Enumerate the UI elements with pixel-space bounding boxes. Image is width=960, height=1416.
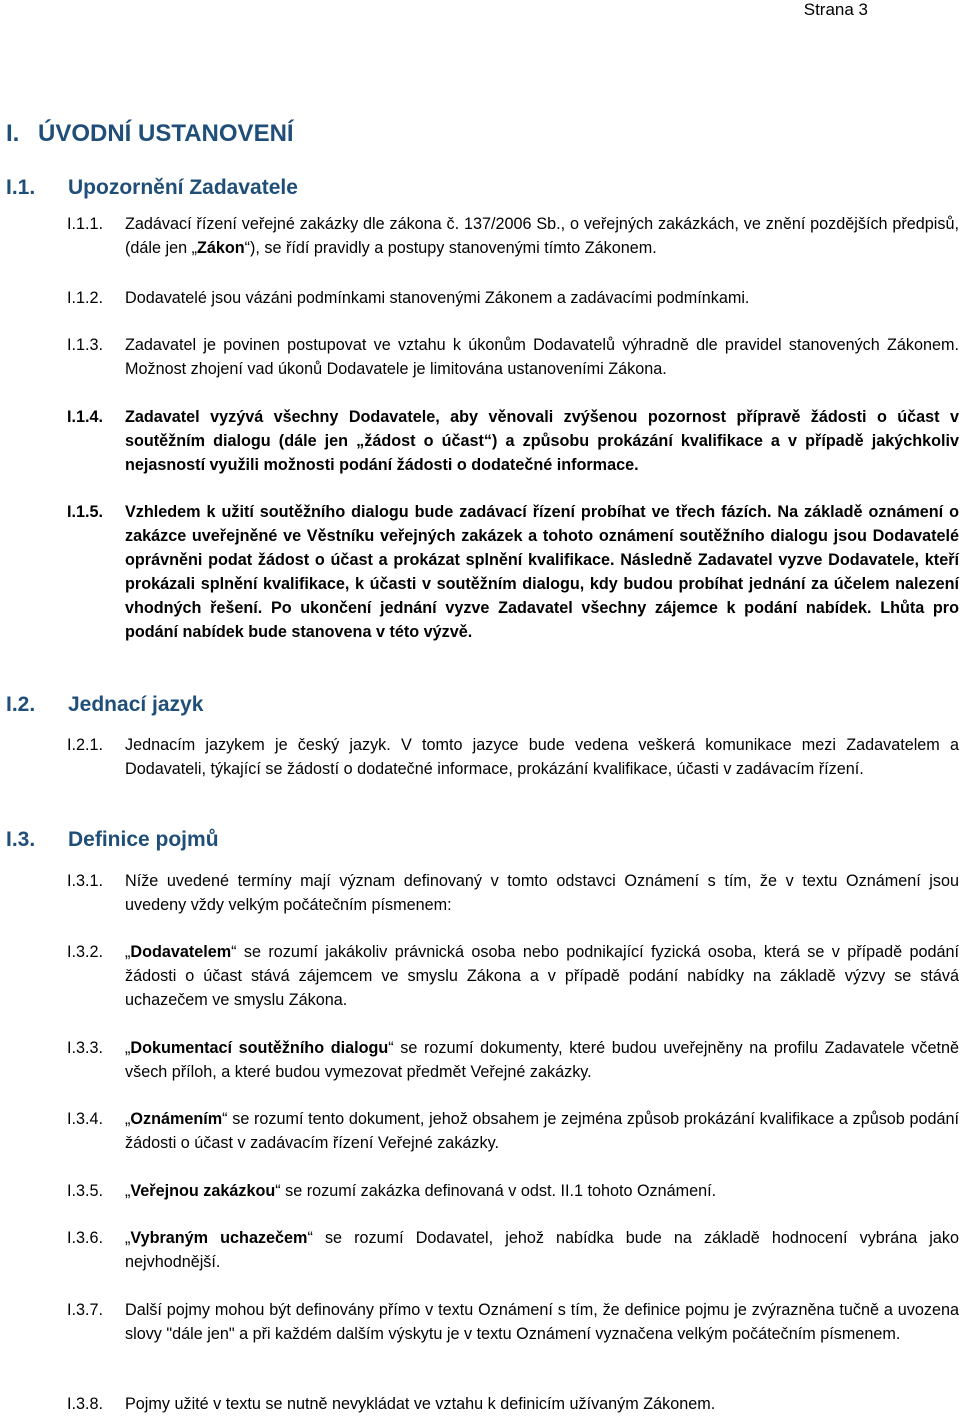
- defined-term: Vybraným uchazečem: [130, 1229, 308, 1247]
- subsection-title: Upozornění Zadavatele: [68, 176, 298, 199]
- defined-term: Oznámením: [130, 1110, 223, 1128]
- paragraph-1-3-5: [67, 1179, 959, 1203]
- paragraph-text: Níže uvedené termíny mají význam definovaný v tomto odstavci Oznámení s tím, že v textu Oznámení jsou uvedeny vždy velkým počátečním písmenem:: [125, 872, 959, 914]
- page-number: Strana 3: [803, 0, 868, 19]
- paragraph-number: I.3.7.: [67, 1301, 103, 1319]
- paragraph-1-1-4: [67, 405, 959, 477]
- paragraph-1-3-8: [67, 1392, 959, 1416]
- paragraph-number: I.1.4.: [67, 408, 103, 426]
- paragraph-number: I.2.1.: [67, 736, 103, 754]
- paragraph-number: I.3.6.: [67, 1229, 103, 1247]
- paragraph-number: I.1.3.: [67, 336, 103, 354]
- paragraph-text: Další pojmy mohou být definovány přímo v textu Oznámení s tím, že definice pojmu je zvýrazněna tučně a uvozena slovy "dále jen" a při každém dalším výskytu je v textu Oznámení vyznačena velkým počátečním písmenem.: [125, 1301, 959, 1343]
- paragraph-number: I.1.5.: [67, 503, 103, 521]
- paragraph-text: Pojmy užité v textu se nutně nevykládat ve vztahu k definicím užívaným Zákonem.: [125, 1395, 716, 1413]
- subsection-heading-1-3: [6, 828, 219, 852]
- section-title: ÚVODNÍ USTANOVENÍ: [38, 120, 294, 147]
- paragraph-1-3-3: [67, 1036, 959, 1084]
- paragraph-text: Zadávací řízení veřejné zakázky dle zákona č. 137/2006 Sb., o veřejných zakázkách, ve znění pozdějších předpisů, (dále jen „Zákon“), se řídí pravidly a postupy stanovenými tímto Zákonem.: [125, 215, 959, 257]
- paragraph-text: „Veřejnou zakázkou“ se rozumí zakázka definovaná v odst. II.1 tohoto Oznámení.: [125, 1182, 717, 1200]
- paragraph-1-3-2: [67, 940, 959, 1012]
- defined-term: Dodavatelem: [130, 943, 232, 961]
- paragraph-text: Dodavatelé jsou vázáni podmínkami stanovenými Zákonem a zadávacími podmínkami.: [125, 289, 750, 307]
- paragraph-number: I.3.3.: [67, 1039, 103, 1057]
- section-heading-1: [6, 120, 294, 148]
- paragraph-1-1-1: [67, 212, 959, 260]
- paragraph-text: Jednacím jazykem je český jazyk. V tomto jazyce bude vedena veškerá komunikace mezi Zadavatelem a Dodavateli, týkající se žádostí o dodatečné informace, prokázání kvalifikace, účasti v zadávacím řízení.: [125, 736, 959, 778]
- paragraph-text: Zadavatel je povinen postupovat ve vztahu k úkonům Dodavatelů výhradně dle pravidel stanovených Zákonem. Možnost zhojení vad úkonů Dodavatele je limitována ustanoveními Zákona.: [125, 336, 959, 378]
- paragraph-number: I.1.1.: [67, 215, 103, 233]
- paragraph-number: I.3.4.: [67, 1110, 103, 1128]
- subsection-heading-1-1: [6, 176, 298, 200]
- paragraph-text: „Vybraným uchazečem“ se rozumí Dodavatel, jehož nabídka bude na základě hodnocení vybrána jako nejvhodnější.: [125, 1229, 959, 1271]
- subsection-number: I.2.: [6, 693, 36, 716]
- paragraph-1-2-1: [67, 733, 959, 781]
- paragraph-text: Zadavatel vyzývá všechny Dodavatele, aby věnovali zvýšenou pozornost přípravě žádosti o účast v soutěžním dialogu (dále jen „žádost o účast“) a způsobu prokázání kvalifikace a v případě jakýchkoliv nejasností využili možnosti podání žádosti o dodatečné informace.: [125, 408, 959, 474]
- subsection-heading-1-2: [6, 693, 203, 717]
- defined-term: Veřejnou zakázkou: [130, 1182, 276, 1200]
- paragraph-1-1-5: [67, 500, 959, 644]
- paragraph-number: I.3.5.: [67, 1182, 103, 1200]
- subsection-number: I.3.: [6, 828, 36, 851]
- subsection-title: Jednací jazyk: [68, 693, 204, 716]
- paragraph-number: I.3.2.: [67, 943, 103, 961]
- paragraph-text: „Dodavatelem“ se rozumí jakákoliv právnická osoba nebo podnikající fyzická osoba, která se v případě podání žádosti o účast stává zájemcem ve smyslu Zákona a v případě podání nabídky na základě výzvy se stává uchazečem ve smyslu Zákona.: [125, 943, 959, 1009]
- subsection-title: Definice pojmů: [68, 828, 219, 851]
- subsection-number: I.1.: [6, 176, 36, 199]
- paragraph-1-3-1: [67, 869, 959, 917]
- paragraph-1-3-4: [67, 1107, 959, 1155]
- paragraph-1-1-3: [67, 333, 959, 381]
- paragraph-text: „Oznámením“ se rozumí tento dokument, jehož obsahem je zejména způsob prokázání kvalifikace a způsob podání žádosti o účast v zadávacím řízení Veřejné zakázky.: [125, 1110, 959, 1152]
- paragraph-number: I.3.1.: [67, 872, 103, 890]
- paragraph-text: „Dokumentací soutěžního dialogu“ se rozumí dokumenty, které budou uveřejněny na profilu Zadavatele včetně všech příloh, a které budou vymezovat předmět Veřejné zakázky.: [125, 1039, 959, 1081]
- paragraph-1-1-2: [67, 286, 959, 310]
- paragraph-1-3-6: [67, 1226, 959, 1274]
- defined-term: Zákon: [196, 239, 245, 257]
- section-number: I.: [6, 120, 20, 147]
- paragraph-1-3-7: [67, 1298, 959, 1346]
- paragraph-text: Vzhledem k užití soutěžního dialogu bude zadávací řízení probíhat ve třech fázích. Na základě oznámení o zakázce uveřejněné ve Věstníku veřejných zakázek a tohoto oznámení soutěžního dialogu jsou Dodavatelé oprávněni podat žádost o účast a prokázat splnění kvalifikace. Následně Zadavatel vyzve Dodavatele, kteří prokázali splnění kvalifikace, k účasti v soutěžním dialogu, kdy budou probíhat jednání za účelem nalezení vhodných řešení. Po ukončení jednání vyzve Zadavatel všechny zájemce k podání nabídek. Lhůta pro podání nabídek bude stanovena v této výzvě.: [125, 503, 959, 641]
- paragraph-number: I.1.2.: [67, 289, 103, 307]
- paragraph-number: I.3.8.: [67, 1395, 103, 1413]
- defined-term: Dokumentací soutěžního dialogu: [130, 1039, 389, 1057]
